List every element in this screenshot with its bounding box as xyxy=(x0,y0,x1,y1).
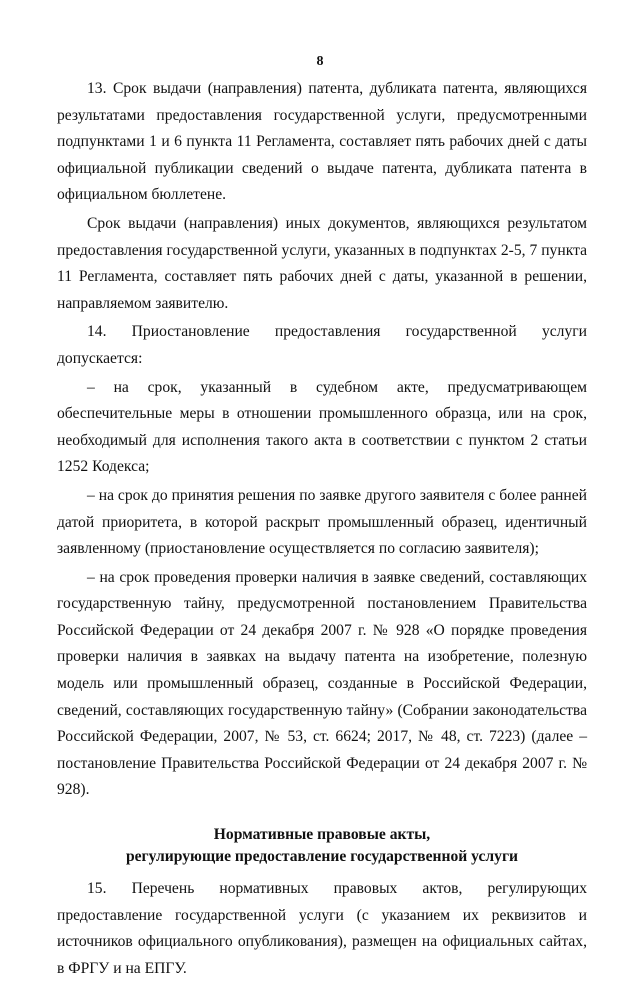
document-body xyxy=(57,76,587,982)
paragraph-15: 15. Перечень нормативных правовых актов, регулирующих предоставление государственной услуги (с указанием их реквизитов и источников официального опубликования), размещен на официальных сайтах, в ФРГУ и на ЕПГУ. xyxy=(57,880,587,977)
section-heading xyxy=(57,824,587,868)
paragraph-14: 14. Приостановление предоставления государственной услуги допускается: xyxy=(57,323,587,367)
section-heading-line-2: регулирующие предоставление государственной услуги xyxy=(125,848,519,866)
paragraph-13-continued: Срок выдачи (направления) иных документов, являющихся результатом предоставления государственной услуги, указанных в подпунктах 2-5, 7 пункта 11 Регламента, составляет пять рабочих дней с даты, указанной в решении, направляемом заявителю. xyxy=(57,214,587,312)
list-item-other-application: – на срок до принятия решения по заявке другого заявителя с более ранней датой приоритета, в которой раскрыт промышленный образец, идентичный заявленному (приостановление осуществляется по согласию заявителя); xyxy=(57,486,587,558)
section-heading-line-1: Нормативные правовые акты, xyxy=(213,826,431,844)
paragraph-13: 13. Срок выдачи (направления) патента, дубликата патента, являющихся результатами предоставления государственной услуги, предусмотренными подпунктами 1 и 6 пункта 11 Регламента, составляет пять рабочих дней с даты официальной публикации сведений о выдаче патента, дубликата патента в официальном бюллетене. xyxy=(57,80,587,204)
list-item-court-act: – на срок, указанный в судебном акте, предусматривающем обеспечительные меры в отношении промышленного образца, или на срок, необходимый для исполнения такого акта в соответствии с пунктом 2 статьи 1252 Кодекса; xyxy=(57,378,587,476)
list-item-state-secret-check: – на срок проведения проверки наличия в заявке сведений, составляющих государственную тайну, предусмотренной постановлением Правительства Российской Федерации от 24 декабря 2007 г. № 928 «О порядке проведения проверки наличия в заявках на выдачу патента на изобретение, полезную модель или промышленный образец, созданные в Российской Федерации, сведений, составляющих государственную тайну» (Собрании законодательства Российской Федерации, 2007, № 53, ст. 6624; 2017, № 48, ст. 7223) (далее – постановление Правительства Российской Федерации от 24 декабря 2007 г. № 928). xyxy=(57,568,587,799)
page-number: 8 xyxy=(316,54,324,69)
